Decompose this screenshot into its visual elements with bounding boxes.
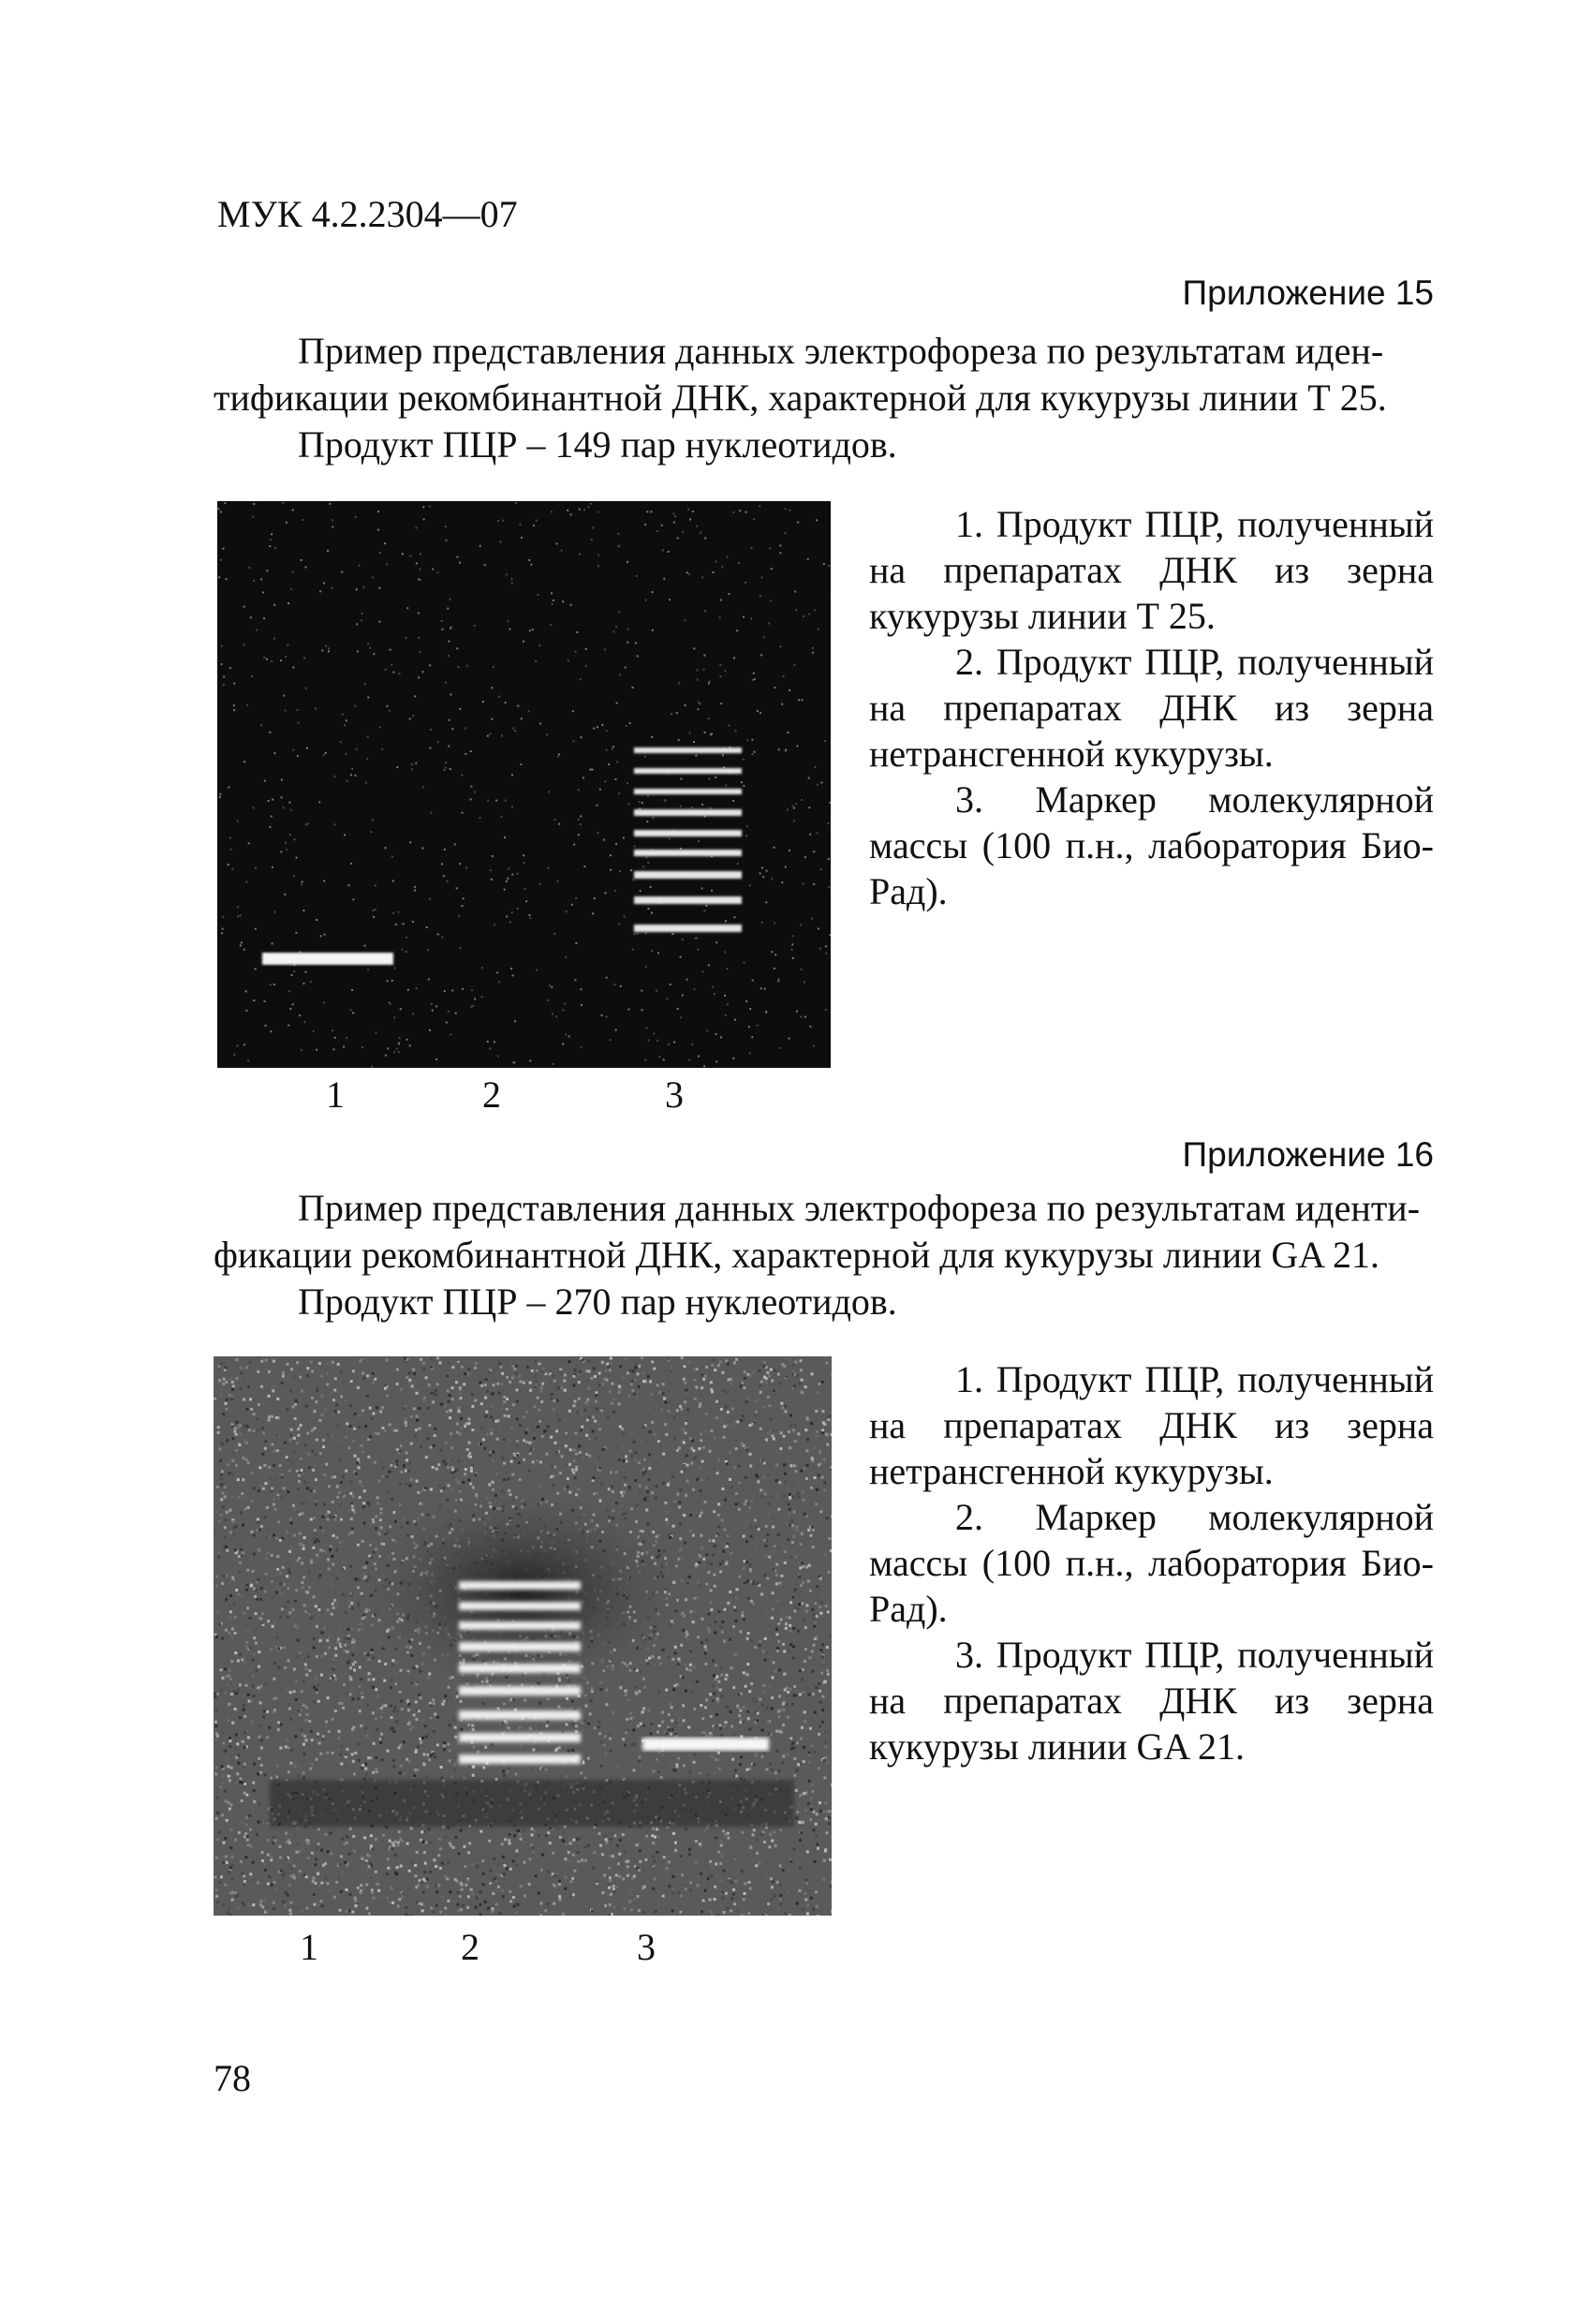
lane-label-2: 2 xyxy=(461,1926,479,1968)
appendix-15-intro-line-1: Пример представления данных электрофореза по результатам иден- xyxy=(298,330,1384,372)
appendix-16-legend xyxy=(869,1356,1434,1769)
lane-label-2: 2 xyxy=(482,1073,501,1116)
legend-16-item-3: 3. Продукт ПЦР, полученный на препаратах ДНК из зерна кукурузы линии GA 21. xyxy=(869,1634,1434,1768)
appendix-16-product: Продукт ПЦР – 270 пар нуклеотидов. xyxy=(298,1280,897,1323)
page-number: 78 xyxy=(214,2057,251,2099)
lane-label-3: 3 xyxy=(637,1926,656,1968)
gel-1-lane-labels xyxy=(0,1073,1593,1119)
legend-16-item-1: 1. Продукт ПЦР, полученный на препаратах ДНК из зерна нетрансгенной кукурузы. xyxy=(869,1358,1434,1492)
appendix-16-title: Приложение 16 xyxy=(1182,1135,1434,1174)
appendix-16-intro-line-2: фикации рекомбинантной ДНК, характерной для кукурузы линии GA 21. xyxy=(214,1234,1379,1276)
appendix-15-intro-line-2: тификации рекомбинантной ДНК, характерной для кукурузы линии Т 25. xyxy=(214,377,1387,419)
document-header: МУК 4.2.2304—07 xyxy=(217,193,518,235)
legend-15-item-1: 1. Продукт ПЦР, полученный на препаратах ДНК из зерна кукурузы линии Т 25. xyxy=(869,503,1434,637)
gel-2-lane-labels xyxy=(0,1925,1593,1972)
legend-15-item-3: 3. Маркер молекулярной массы (100 п.н., лаборатория Био-Рад). xyxy=(869,778,1434,912)
appendix-15-legend xyxy=(869,501,1434,914)
lane-label-1: 1 xyxy=(326,1073,345,1116)
lane-label-3: 3 xyxy=(665,1073,684,1116)
appendix-15-product: Продукт ПЦР – 149 пар нуклеотидов. xyxy=(298,423,897,466)
appendix-15-title: Приложение 15 xyxy=(1182,274,1434,312)
lane-label-1: 1 xyxy=(300,1926,318,1968)
gel-image-1 xyxy=(217,501,831,1068)
legend-15-item-2: 2. Продукт ПЦР, полученный на препаратах ДНК из зерна нетрансгенной кукурузы. xyxy=(869,641,1434,775)
gel-image-2 xyxy=(214,1356,832,1916)
legend-16-item-2: 2. Маркер молекулярной массы (100 п.н., лаборатория Био-Рад). xyxy=(869,1496,1434,1630)
appendix-16-intro-line-1: Пример представления данных электрофореза по результатам иденти- xyxy=(298,1187,1421,1229)
